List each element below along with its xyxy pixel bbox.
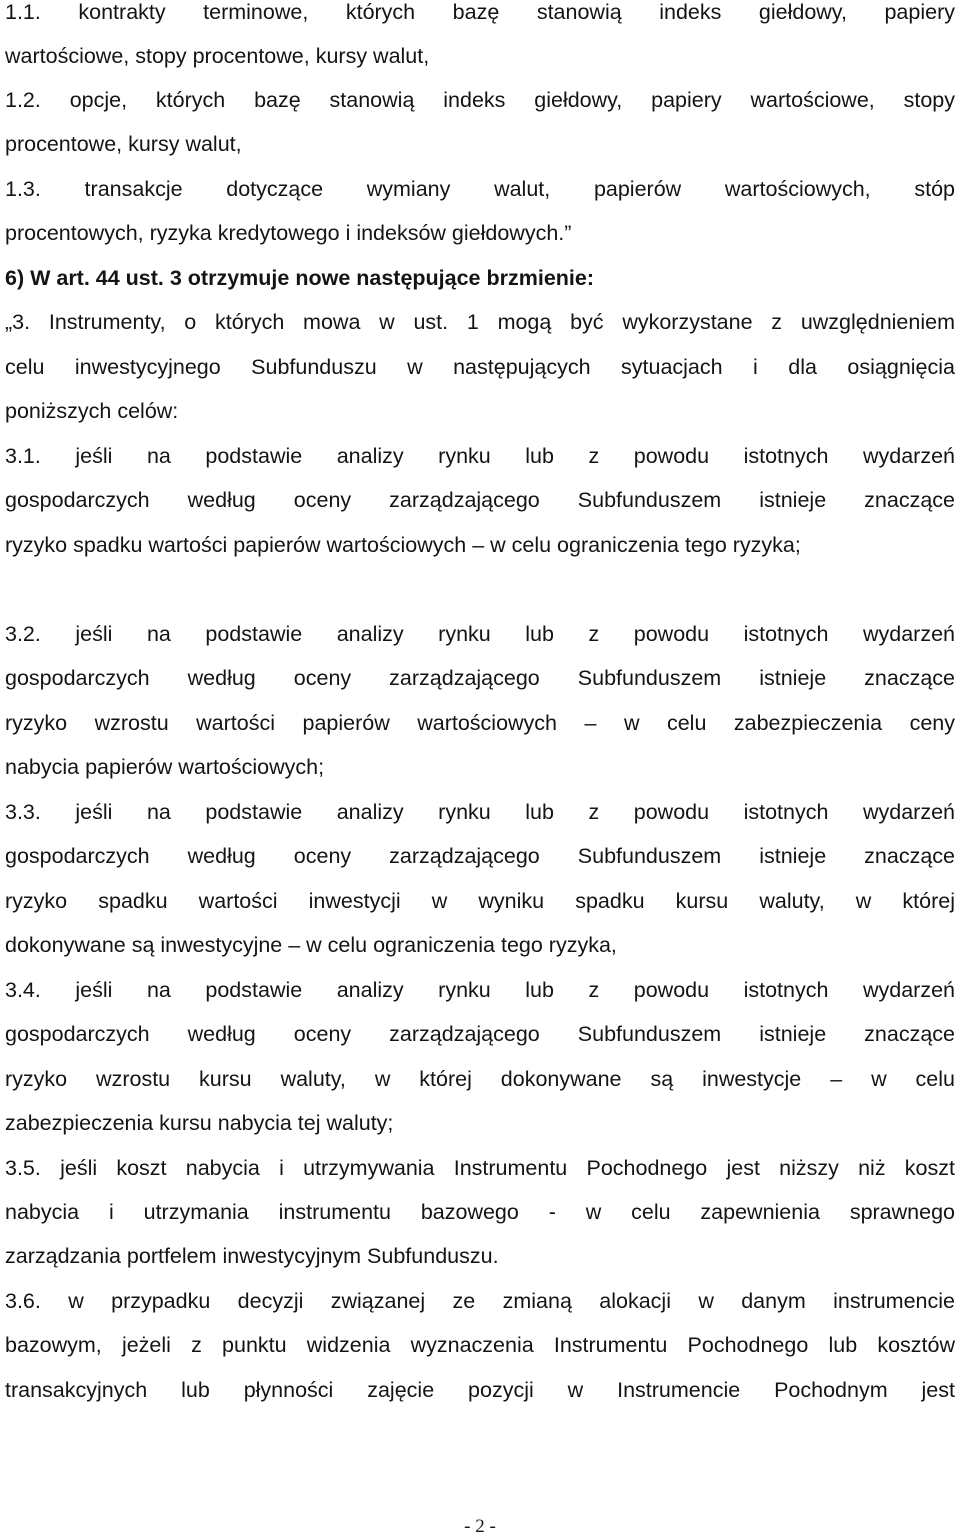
text-line: 3.2. jeśli na podstawie analizy rynku lub z powodu istotnych wydarzeń [5,622,955,646]
text-line: 1.1. kontrakty terminowe, których bazę stanowią indeks giełdowy, papiery [5,0,955,24]
page-number: - 2 - [464,1516,496,1537]
text-line: 3.6. w przypadku decyzji związanej ze zmianą alokacji w danym instrumencie [5,1289,955,1313]
text-line: wartościowe, stopy procentowe, kursy walut, [5,44,430,68]
text-line: nabycia papierów wartościowych; [5,755,325,779]
text-line: „3. Instrumenty, o których mowa w ust. 1 mogą być wykorzystane z uwzględnieniem [5,310,955,334]
text-line: 3.5. jeśli koszt nabycia i utrzymywania Instrumentu Pochodnego jest niższy niż koszt [5,1156,955,1180]
text-line: 1.2. opcje, których bazę stanowią indeks giełdowy, papiery wartościowe, stopy [5,88,955,112]
text-line: gospodarczych według oceny zarządzającego Subfunduszem istnieje znaczące [5,488,955,512]
text-line: bazowym, jeżeli z punktu widzenia wyznaczenia Instrumentu Pochodnego lub kosztów [5,1333,955,1357]
text-line: ryzyko spadku wartości papierów wartościowych – w celu ograniczenia tego ryzyka; [5,533,801,557]
text-line: procentowych, ryzyka kredytowego i indeksów giełdowych.” [5,221,572,245]
text-line: dokonywane są inwestycyjne – w celu ograniczenia tego ryzyka, [5,933,617,957]
text-line: ryzyko wzrostu wartości papierów wartościowych – w celu zabezpieczenia ceny [5,711,955,735]
text-line: nabycia i utrzymania instrumentu bazowego - w celu zapewnienia sprawnego [5,1200,955,1224]
text-line: 3.1. jeśli na podstawie analizy rynku lub z powodu istotnych wydarzeń [5,444,955,468]
text-line: 1.3. transakcje dotyczące wymiany walut, papierów wartościowych, stóp [5,177,955,201]
text-line: zabezpieczenia kursu nabycia tej waluty; [5,1111,394,1135]
text-line: celu inwestycyjnego Subfunduszu w następujących sytuacjach i dla osiągnięcia [5,355,955,379]
text-line: ryzyko wzrostu kursu waluty, w której dokonywane są inwestycje – w celu [5,1067,955,1091]
text-line: gospodarczych według oceny zarządzającego Subfunduszem istnieje znaczące [5,666,955,690]
text-line: procentowe, kursy walut, [5,132,242,156]
text-line: 3.3. jeśli na podstawie analizy rynku lub z powodu istotnych wydarzeń [5,800,955,824]
text-line: ryzyko spadku wartości inwestycji w wyniku spadku kursu waluty, w której [5,889,955,913]
text-line: gospodarczych według oceny zarządzającego Subfunduszem istnieje znaczące [5,1022,955,1046]
text-line: zarządzania portfelem inwestycyjnym Subfunduszu. [5,1244,499,1268]
text-line: gospodarczych według oceny zarządzającego Subfunduszem istnieje znaczące [5,844,955,868]
text-line: poniższych celów: [5,399,179,423]
text-line: transakcyjnych lub płynności zajęcie pozycji w Instrumencie Pochodnym jest [5,1378,955,1402]
text-line: 3.4. jeśli na podstawie analizy rynku lub z powodu istotnych wydarzeń [5,978,955,1002]
amendment-heading: 6) W art. 44 ust. 3 otrzymuje nowe następujące brzmienie: [5,266,595,290]
